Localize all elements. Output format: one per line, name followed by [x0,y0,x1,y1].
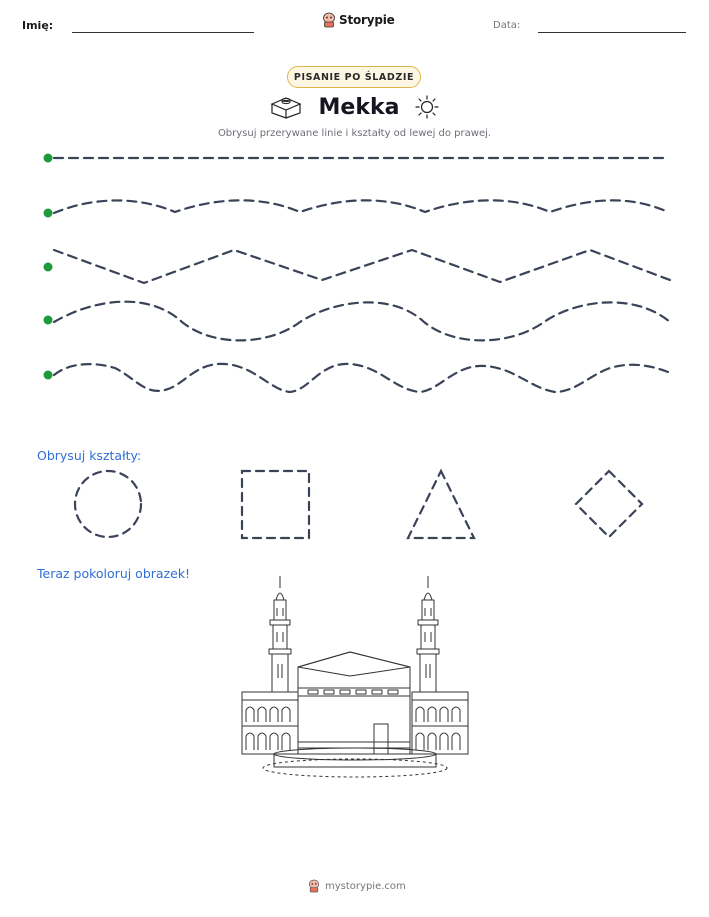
tracing-line-wave[interactable] [54,302,670,341]
brand-logo [322,12,395,28]
date-label: Data: [493,20,521,31]
worksheet-type-badge: PISANIE PO ŚLADZIE [287,66,421,88]
start-dot [44,209,53,218]
name-label: Imię: [22,19,54,32]
footer-url[interactable]: mystorypie.com [325,880,406,892]
trace-circle-shape[interactable] [75,471,141,537]
storypie-mascot-icon [322,12,336,28]
trace-square-shape[interactable] [242,471,309,538]
start-dot [44,316,53,325]
trace-diamond-shape[interactable] [576,471,642,537]
page-title: Mekka [318,94,400,120]
tracing-shapes-area [0,460,709,550]
start-dot [44,154,53,163]
tracing-lines-area [0,140,709,400]
tracing-line-zigzag[interactable] [54,250,670,283]
start-dot [44,371,53,380]
tracing-line-gentle-wave[interactable] [54,200,668,213]
date-field[interactable] [538,32,686,33]
footer [308,879,406,893]
brand-name: Storypie [339,13,395,27]
title-row [268,92,440,122]
storypie-mascot-icon [308,879,320,893]
sun-icon [414,94,440,120]
coloring-section-label: Teraz pokoloruj obrazek! [37,566,191,581]
tracing-line-deep-wave[interactable] [54,364,668,392]
name-field[interactable] [72,32,254,33]
start-dot [44,263,53,272]
trace-triangle-shape[interactable] [408,471,474,538]
shapes-section-label: Obrysuj kształty: [37,448,142,463]
kaaba-coloring-illustration[interactable] [238,572,472,782]
instructions: Obrysuj przerywane linie i kształty od lewej do prawej. [217,128,492,139]
kaaba-block-icon [268,95,304,119]
